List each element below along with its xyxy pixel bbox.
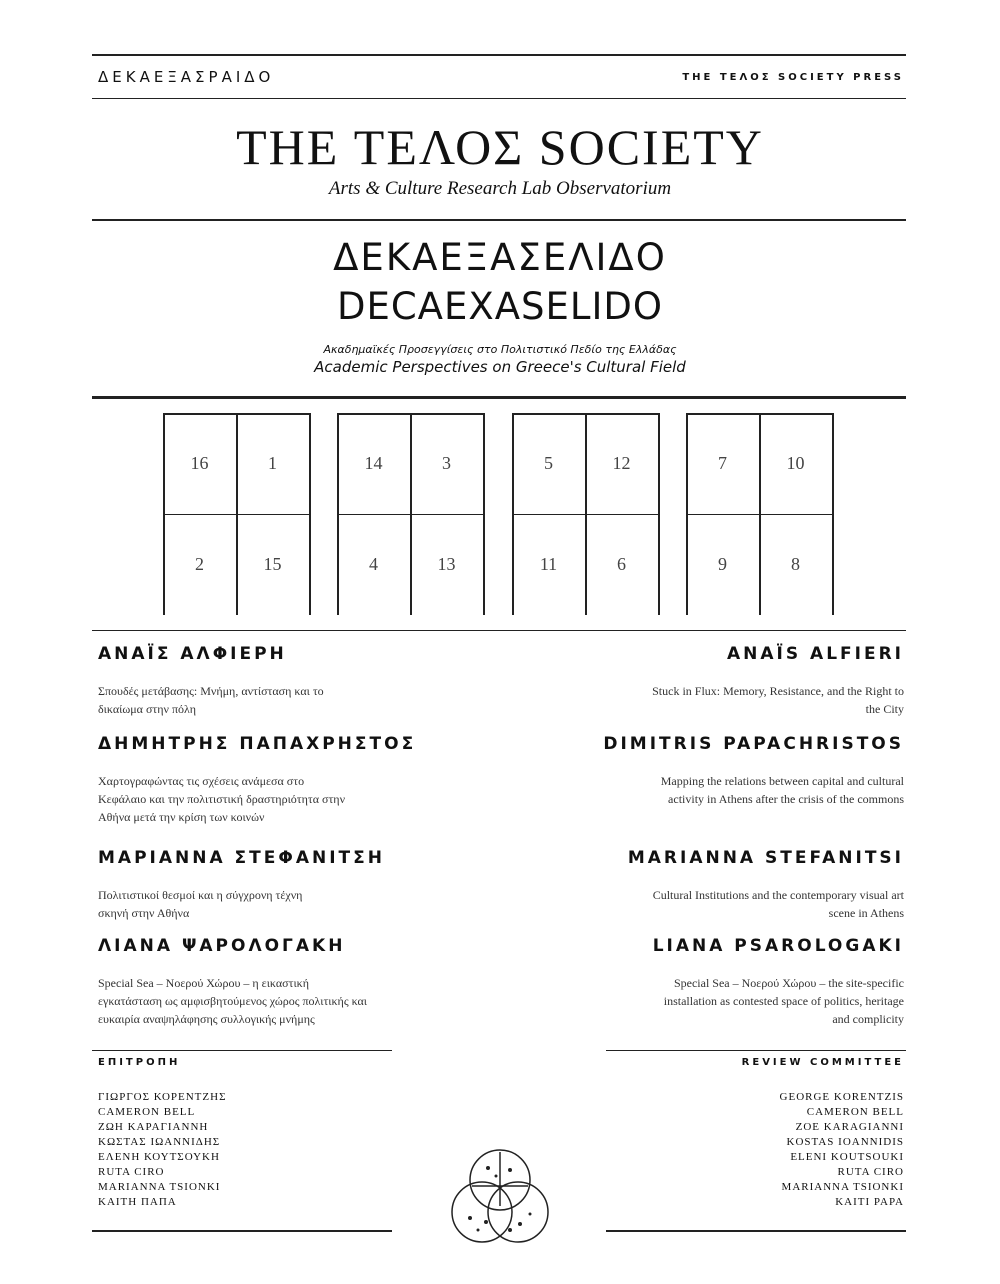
title-rule <box>92 396 906 399</box>
abstract-line: Mapping the relations between capital and cultural <box>660 774 904 788</box>
committee-list-english <box>780 1090 904 1210</box>
masthead-tagline: Arts & Culture Research Lab Observatorium <box>328 178 672 199</box>
author-abstract-english <box>504 682 904 718</box>
author-name-english: ANAÏS ALFIERI <box>727 644 904 664</box>
author-abstract-english <box>504 886 904 922</box>
committee-member: RUTA CIRO <box>98 1166 165 1178</box>
society-logo-icon <box>440 1140 560 1260</box>
issue-subtitle-greek: Ακαδημαϊκές Προσεγγίσεις στο Πολιτιστικό Πεδίο της Ελλάδας <box>323 343 677 356</box>
author-name-greek: ΛΙΑΝΑ ΨΑΡΟΛΟΓΑΚΗ <box>98 936 346 956</box>
author-name-english: LIANA PSAROLOGAKI <box>652 936 904 956</box>
grid-line <box>686 514 834 515</box>
committee-member: ZOE KARAGIANNI <box>795 1121 904 1133</box>
abstract-line: scene in Athens <box>828 906 904 920</box>
grid-line <box>337 514 485 515</box>
author-abstract-greek <box>98 886 458 922</box>
grid-cell: 6 <box>617 554 626 574</box>
committee-member: CAMERON BELL <box>98 1106 196 1118</box>
header-rule <box>92 98 906 99</box>
abstract-line: activity in Athens after the crisis of the commons <box>668 792 904 806</box>
grid-cell: 13 <box>437 554 456 574</box>
issue-title-english: DECAEXASELIDO <box>336 285 664 328</box>
abstract-line: σκηνή στην Αθήνα <box>98 906 190 920</box>
abstract-line: Κεφάλαιο και την πολιτιστική δραστηριότητα στην <box>98 792 345 806</box>
grid-line <box>512 514 660 515</box>
abstract-line: the City <box>865 702 904 716</box>
author-abstract-greek <box>98 682 458 718</box>
author-abstract-english <box>504 772 904 808</box>
grid-cell: 14 <box>364 453 383 473</box>
abstract-line: Πολιτιστικοί θεσμοί και η σύγχρονη τέχνη <box>98 888 303 902</box>
abstract-line: Χαρτογραφώντας τις σχέσεις ανάμεσα στο <box>98 774 305 788</box>
abstract-line: ευκαιρία αναψηλάφησης συλλογικής μνήμης <box>98 1012 315 1026</box>
grid-cell: 9 <box>718 554 727 574</box>
issue-title-greek: ΔΕΚΑΕΞΑΣΕΛΙΔΟ <box>333 236 667 279</box>
committee-member: KOSTAS IOANNIDIS <box>786 1136 904 1148</box>
grid-cell: 15 <box>263 554 282 574</box>
grid-line <box>163 413 311 415</box>
abstract-line: Stuck in Flux: Memory, Resistance, and the Right to <box>652 684 904 698</box>
grid-line <box>337 413 485 415</box>
author-abstract-greek <box>98 772 458 826</box>
grid-cell: 10 <box>786 453 805 473</box>
abstract-line: δικαίωμα στην πόλη <box>98 702 196 716</box>
bottom-rule-right <box>606 1230 906 1232</box>
grid-line <box>686 413 834 415</box>
committee-rule-left <box>92 1050 392 1051</box>
author-abstract-english <box>504 974 904 1028</box>
author-name-greek: ΔΗΜΗΤΡΗΣ ΠΑΠΑΧΡΗΣΤΟΣ <box>98 734 417 754</box>
committee-member: CAMERON BELL <box>806 1106 904 1118</box>
grid-cell: 12 <box>612 453 631 473</box>
abstract-line: Special Sea – Νοερού Χώρου – η εικαστική <box>98 976 310 990</box>
abstract-line: installation as contested space of politics, heritage <box>663 994 904 1008</box>
committee-heading-english: REVIEW COMMITTEE <box>741 1057 904 1068</box>
author-name-greek: ΜΑΡΙΑΝΝΑ ΣΤΕΦΑΝΙΤΣΗ <box>98 848 385 868</box>
grid-cell: 4 <box>369 554 378 574</box>
abstract-line: Cultural Institutions and the contemporary visual art <box>652 888 904 902</box>
grid-cell: 3 <box>442 453 451 473</box>
author-name-english: DIMITRIS PAPACHRISTOS <box>603 734 904 754</box>
committee-member: MARIANNA TSIONKI <box>98 1181 221 1193</box>
abstract-line: Special Sea – Νοερού Χώρου – the site-specific <box>673 976 904 990</box>
grid-line <box>512 413 660 415</box>
committee-member: ΖΩΗ ΚΑΡΑΓΙΑΝΝΗ <box>98 1121 209 1133</box>
masthead-rule <box>92 219 906 221</box>
top-rule <box>92 54 906 56</box>
grid-cell: 16 <box>190 453 209 473</box>
masthead-title: THE ΤΕΛΟΣ SOCIETY <box>236 119 764 175</box>
abstract-line: and complicity <box>832 1012 904 1026</box>
header-right: THE ΤΕΛΟΣ SOCIETY PRESS <box>682 72 904 83</box>
grid-cell: 1 <box>268 453 277 473</box>
author-name-english: MARIANNA STEFANITSI <box>627 848 904 868</box>
abstract-line: εγκατάσταση ως αμφισβητούμενος χώρος πολιτικής και <box>98 994 368 1008</box>
committee-list-greek <box>98 1090 226 1210</box>
grid-cell: 11 <box>539 554 558 574</box>
committee-member: RUTA CIRO <box>837 1166 904 1178</box>
issue-subtitle-english: Academic Perspectives on Greece's Cultural Field <box>314 358 686 376</box>
grid-rule <box>92 630 906 631</box>
author-name-greek: ΑΝΑΪΣ ΑΛΦΙΕΡΗ <box>98 644 287 664</box>
committee-rule-right <box>606 1050 906 1051</box>
grid-cell: 5 <box>544 453 553 473</box>
committee-member: ΓΙΩΡΓΟΣ ΚΟΡΕΝΤΖΗΣ <box>98 1091 227 1103</box>
committee-member: ΚΩΣΤΑΣ ΙΩΑΝΝΙΔΗΣ <box>98 1136 221 1148</box>
committee-member: MARIANNA TSIONKI <box>781 1181 904 1193</box>
committee-member: GEORGE KORENTZIS <box>779 1091 904 1103</box>
grid-cell: 7 <box>718 453 727 473</box>
committee-member: ΕΛΕΝΗ ΚΟΥΤΣΟΥΚΗ <box>98 1151 220 1163</box>
grid-cell: 8 <box>791 554 800 574</box>
grid-cell: 2 <box>195 554 204 574</box>
committee-member: KAITI PAPA <box>835 1196 904 1208</box>
abstract-line: Αθήνα μετά την κρίση των κοινών <box>98 810 265 824</box>
grid-line <box>163 514 311 515</box>
committee-heading-greek: ΕΠΙΤΡΟΠΗ <box>98 1057 181 1068</box>
abstract-line: Σπουδές μετάβασης: Μνήμη, αντίσταση και το <box>98 684 324 698</box>
committee-member: ELENI KOUTSOUKI <box>790 1151 904 1163</box>
header-left: ΔΕΚΑΕΞΑΣΡΑΙΔΟ <box>98 68 275 86</box>
author-abstract-greek <box>98 974 458 1028</box>
committee-member: ΚΑΙΤΗ ΠΑΠΑ <box>98 1196 177 1208</box>
bottom-rule-left <box>92 1230 392 1232</box>
